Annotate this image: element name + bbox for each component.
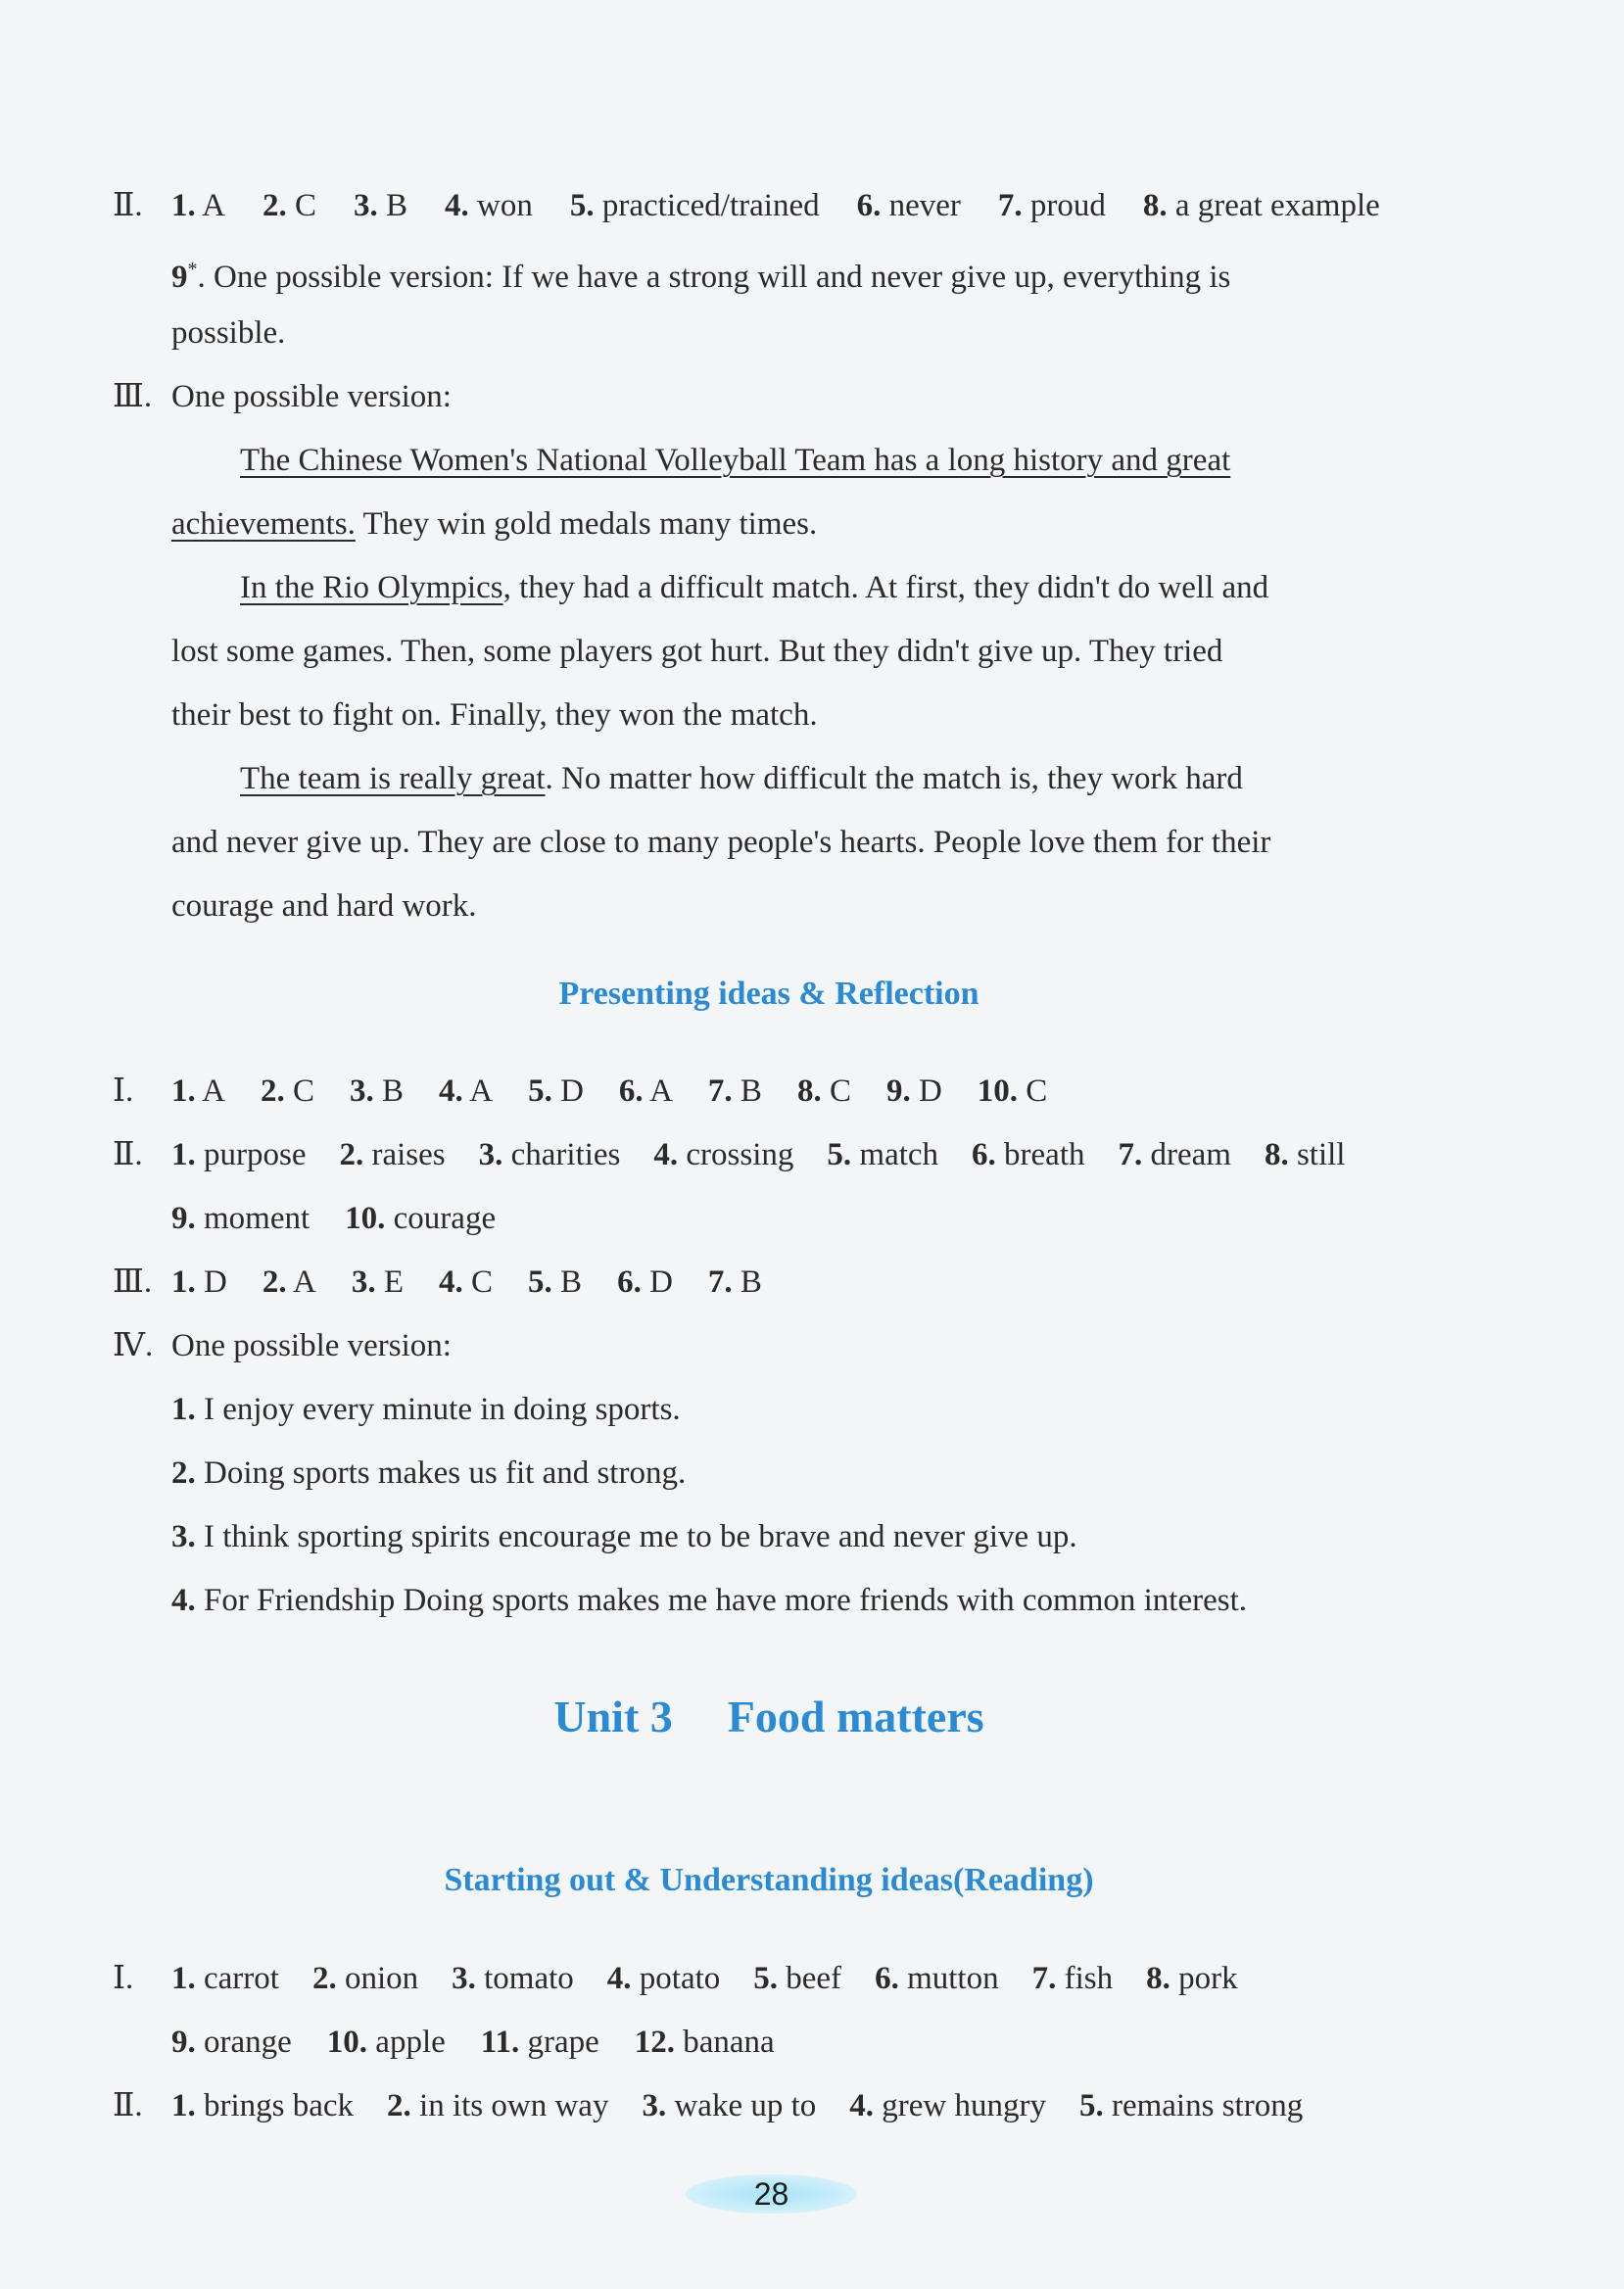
answer-number: 4. <box>439 1264 463 1300</box>
answer-number: 7. <box>707 1264 733 1300</box>
answer-text: still <box>1288 1137 1346 1172</box>
answer-text: remains strong <box>1103 2088 1304 2123</box>
answer-text: in its own way <box>410 2088 609 2123</box>
answer-number: 4. <box>653 1137 679 1172</box>
answer-item <box>387 2084 608 2127</box>
essay-paragraph-2-line-1 <box>240 566 1513 609</box>
answer-text: tomato <box>475 1961 574 1996</box>
answer-item <box>708 1261 762 1304</box>
answer-text: C <box>821 1073 851 1109</box>
answer-item <box>439 1261 493 1304</box>
answer-item <box>263 184 316 227</box>
essay-paragraph-1-line-1 <box>240 439 1445 482</box>
answer-row <box>171 1070 1445 1113</box>
answer-row <box>171 2084 1445 2127</box>
answer-item <box>849 2084 1046 2127</box>
answer-item <box>1265 1133 1346 1176</box>
answer-row <box>171 2021 1445 2064</box>
answer-number: 1. <box>171 1073 196 1109</box>
answer-text: courage <box>385 1201 497 1236</box>
answer-text: apple <box>367 2025 446 2060</box>
answer-number: 1. <box>171 1264 196 1300</box>
page-number: 28 <box>686 2174 857 2214</box>
essay-paragraph-2-line-2: lost some games. Then, some players got hurt. But they didn't give up. They tried <box>171 634 1223 669</box>
answer-item <box>171 1261 227 1304</box>
answer-number: 3. <box>354 188 378 223</box>
roman-numeral-iii: Ⅲ. <box>113 1264 153 1300</box>
answer-text: Doing sports makes us fit and strong. <box>195 1455 687 1491</box>
answer-text: A <box>195 1073 226 1109</box>
answer-item <box>171 2021 292 2064</box>
unit-label: Unit 3 <box>553 1692 673 1741</box>
answer-row <box>171 1197 1445 1240</box>
answer-text: proud <box>1022 188 1106 223</box>
answer-text: C <box>286 188 317 223</box>
answer-number: 1. <box>171 188 196 223</box>
section-heading-starting-out: Starting out & Understanding ideas(Reading) <box>444 1862 1094 1898</box>
answer-item <box>1079 2084 1303 2127</box>
answer-text: potato <box>631 1961 721 1996</box>
essay-paragraph-3-line-1 <box>240 757 1513 800</box>
answer-item <box>528 1261 582 1304</box>
answer-item <box>354 184 407 227</box>
answer-number: 8. <box>1264 1137 1289 1172</box>
essay-paragraph-1-line-2 <box>171 502 1445 546</box>
answer-item <box>642 2084 816 2127</box>
answer-item <box>753 1957 841 2000</box>
answer-number: 5. <box>569 188 595 223</box>
sentence-text: . No matter how difficult the match is, they work hard <box>545 761 1243 796</box>
essay-paragraph-3-line-2: and never give up. They are close to many people's hearts. People love them for their <box>171 825 1271 860</box>
answer-number: 4. <box>606 1961 632 1996</box>
essay-paragraph-2-line-3: their best to fight on. Finally, they won the match. <box>171 697 818 733</box>
answer-item <box>171 1197 310 1240</box>
answer-text: a great example <box>1167 188 1380 223</box>
answer-text: B <box>732 1073 762 1109</box>
answer-number: 9. <box>171 1201 196 1236</box>
answer-text: A <box>195 188 226 223</box>
answer-item <box>875 1957 999 2000</box>
answer-text: D <box>910 1073 942 1109</box>
answer-item <box>619 1070 673 1113</box>
answer-number: 1. <box>171 2088 196 2123</box>
answer-item <box>261 1070 314 1113</box>
sentence-text: They win gold medals many times. <box>355 506 818 542</box>
answer-text: purpose <box>195 1137 307 1172</box>
answer-number: 9 <box>171 260 188 295</box>
answer-item <box>312 1957 418 2000</box>
answer-text: moment <box>195 1201 310 1236</box>
essay-paragraph-3-line-3: courage and hard work. <box>171 888 477 924</box>
answer-text: banana <box>675 2025 775 2060</box>
sentence-row <box>171 1579 1445 1622</box>
answer-number: 4. <box>849 2088 875 2123</box>
answer-item <box>171 1957 279 2000</box>
answer-number: 7. <box>707 1073 733 1109</box>
answer-number: 3. <box>478 1137 503 1172</box>
answer-item <box>708 1070 762 1113</box>
answer-item <box>479 1133 621 1176</box>
answer-item <box>445 184 533 227</box>
answer-text: B <box>373 1073 405 1109</box>
roman-numeral-iv: Ⅳ. <box>113 1328 154 1363</box>
answer-text: D <box>195 1264 227 1300</box>
answer-item <box>171 1579 1247 1622</box>
answer-item <box>886 1070 942 1113</box>
answer-number: 2. <box>261 1073 285 1109</box>
answer-text: wake up to <box>666 2088 817 2123</box>
underlined-sentence: In the Rio Olympics <box>240 570 503 605</box>
version-intro: One possible version: <box>171 379 452 414</box>
answer-item <box>1119 1133 1231 1176</box>
answer-number: 5. <box>528 1073 552 1109</box>
answer-item <box>1143 184 1380 227</box>
answer-number: 2. <box>311 1961 337 1996</box>
answer-item <box>607 1957 720 2000</box>
answer-text: pork <box>1170 1961 1238 1996</box>
answer-text: B <box>377 188 408 223</box>
answer-number: 3. <box>350 1073 374 1109</box>
version-intro: One possible version: <box>171 1328 452 1363</box>
answer-number: 11. <box>480 2025 520 2060</box>
answer-text: E <box>375 1264 405 1300</box>
star-mark: * <box>187 259 198 280</box>
sentence-text: , they had a difficult match. At first, they didn't do well and <box>502 570 1269 605</box>
answer-text: B <box>732 1264 762 1300</box>
answer-number: 2. <box>263 188 287 223</box>
answer-text: won <box>468 188 533 223</box>
answer-text: grape <box>519 2025 599 2060</box>
answer-item <box>171 1452 686 1495</box>
answer-number: 5. <box>753 1961 779 1996</box>
answer-number: 6. <box>875 1961 899 1996</box>
answer-text: . One possible version: If we have a strong will and never give up, everything is <box>197 260 1231 295</box>
answer-text: orange <box>195 2025 292 2060</box>
underlined-sentence: The team is really great <box>240 761 546 796</box>
answer-number: 5. <box>827 1137 852 1172</box>
answer-number: 6. <box>618 1073 644 1109</box>
answer-number: 12. <box>634 2025 675 2060</box>
unit-name: Food matters <box>727 1692 984 1741</box>
sentence-row <box>171 1452 1445 1495</box>
answer-number: 7. <box>997 188 1023 223</box>
answer-number: 2. <box>339 1137 364 1172</box>
answer-number: 9. <box>885 1073 911 1109</box>
answer-number: 8. <box>1142 188 1168 223</box>
answer-9-continued: possible. <box>171 315 286 351</box>
answer-number: 1. <box>171 1392 196 1427</box>
answer-number: 6. <box>972 1137 996 1172</box>
answer-number: 7. <box>1118 1137 1143 1172</box>
roman-numeral-i: Ⅰ. <box>113 1073 134 1109</box>
answer-number: 5. <box>1078 2088 1104 2123</box>
answer-number: 10. <box>345 1201 386 1236</box>
answer-text: match <box>851 1137 939 1172</box>
answer-item <box>352 1261 404 1304</box>
answer-item <box>617 1261 673 1304</box>
answer-number: 3. <box>171 1519 196 1554</box>
answer-item <box>171 2084 354 2127</box>
answer-text: never <box>881 188 961 223</box>
answer-item <box>350 1070 404 1113</box>
answer-text: C <box>284 1073 315 1109</box>
answer-item <box>263 1261 316 1304</box>
answer-item <box>171 1133 306 1176</box>
answer-number: 2. <box>387 2088 411 2123</box>
roman-numeral-i: Ⅰ. <box>113 1961 134 1996</box>
answer-number: 4. <box>171 1583 196 1618</box>
answer-item <box>439 1070 493 1113</box>
answer-row <box>171 1133 1445 1176</box>
answer-number: 2. <box>262 1264 287 1300</box>
answer-item <box>653 1133 793 1176</box>
answer-text: brings back <box>195 2088 355 2123</box>
answer-item <box>972 1133 1084 1176</box>
answer-number: 6. <box>856 188 882 223</box>
answer-text: beef <box>778 1961 842 1996</box>
answer-text: A <box>643 1073 673 1109</box>
answer-text: grew hungry <box>874 2088 1046 2123</box>
answer-number: 3. <box>452 1961 476 1996</box>
answer-item <box>345 1197 496 1240</box>
answer-row <box>171 1957 1445 2000</box>
answer-number: 3. <box>351 1264 376 1300</box>
answer-text: For Friendship Doing sports makes me have more friends with common interest. <box>195 1583 1247 1618</box>
answer-item <box>171 184 225 227</box>
answer-9-line <box>171 248 1445 299</box>
answer-item <box>635 2021 775 2064</box>
answer-item <box>452 1957 574 2000</box>
answer-item <box>528 1070 584 1113</box>
answer-text: D <box>551 1073 584 1109</box>
answer-item <box>998 184 1106 227</box>
answer-text: carrot <box>195 1961 279 1996</box>
answer-text: fish <box>1056 1961 1114 1996</box>
answer-number: 6. <box>617 1264 642 1300</box>
answer-text: onion <box>336 1961 419 1996</box>
answer-text: A <box>462 1073 494 1109</box>
answer-number: 9. <box>171 2025 196 2060</box>
sentence-row <box>171 1388 1445 1431</box>
answer-row <box>171 184 1445 227</box>
answer-number: 4. <box>439 1073 463 1109</box>
answer-item <box>327 2021 446 2064</box>
answer-row <box>171 1261 1445 1304</box>
answer-number: 10. <box>977 1073 1019 1109</box>
answer-number: 1. <box>171 1137 196 1172</box>
answer-item <box>1146 1957 1238 2000</box>
roman-numeral-iii: Ⅲ. <box>113 379 153 414</box>
answer-item <box>171 1388 681 1431</box>
answer-item <box>339 1133 445 1176</box>
unit-title <box>0 1690 1538 1744</box>
answer-text: D <box>641 1264 673 1300</box>
answer-text: C <box>462 1264 494 1300</box>
answer-item <box>570 184 820 227</box>
answer-item <box>978 1070 1048 1113</box>
sentence-row <box>171 1515 1445 1558</box>
answer-item <box>171 1515 1077 1558</box>
roman-numeral-ii: Ⅱ. <box>113 1137 143 1172</box>
answer-text: practiced/trained <box>594 188 820 223</box>
answer-item <box>171 1070 225 1113</box>
answer-item <box>797 1070 851 1113</box>
answer-number: 2. <box>171 1455 196 1491</box>
answer-number: 5. <box>528 1264 552 1300</box>
answer-text: A <box>286 1264 316 1300</box>
answer-number: 4. <box>445 188 469 223</box>
answer-text: I enjoy every minute in doing sports. <box>195 1392 681 1427</box>
roman-numeral-ii: Ⅱ. <box>113 188 143 223</box>
answer-text: charities <box>502 1137 621 1172</box>
answer-text: raises <box>363 1137 446 1172</box>
answer-item <box>857 184 961 227</box>
answer-number: 1. <box>171 1961 196 1996</box>
answer-item <box>827 1133 938 1176</box>
answer-text: B <box>551 1264 583 1300</box>
answer-number: 8. <box>796 1073 822 1109</box>
answer-text: C <box>1018 1073 1048 1109</box>
roman-numeral-ii: Ⅱ. <box>113 2088 143 2123</box>
section-heading-presenting-ideas: Presenting ideas & Reflection <box>558 976 979 1012</box>
answer-number: 10. <box>326 2025 368 2060</box>
answer-number: 8. <box>1146 1961 1170 1996</box>
underlined-sentence: The Chinese Women's National Volleyball Team has a long history and great <box>240 443 1231 478</box>
answer-text: dream <box>1142 1137 1231 1172</box>
answer-number: 7. <box>1031 1961 1057 1996</box>
answer-text: mutton <box>898 1961 999 1996</box>
answer-item <box>481 2021 599 2064</box>
answer-text: crossing <box>678 1137 794 1172</box>
answer-text: I think sporting spirits encourage me to be brave and never give up. <box>195 1519 1077 1554</box>
answer-item <box>1032 1957 1114 2000</box>
answer-text: breath <box>995 1137 1085 1172</box>
underlined-sentence: achievements. <box>171 506 356 542</box>
answer-number: 3. <box>642 2088 667 2123</box>
